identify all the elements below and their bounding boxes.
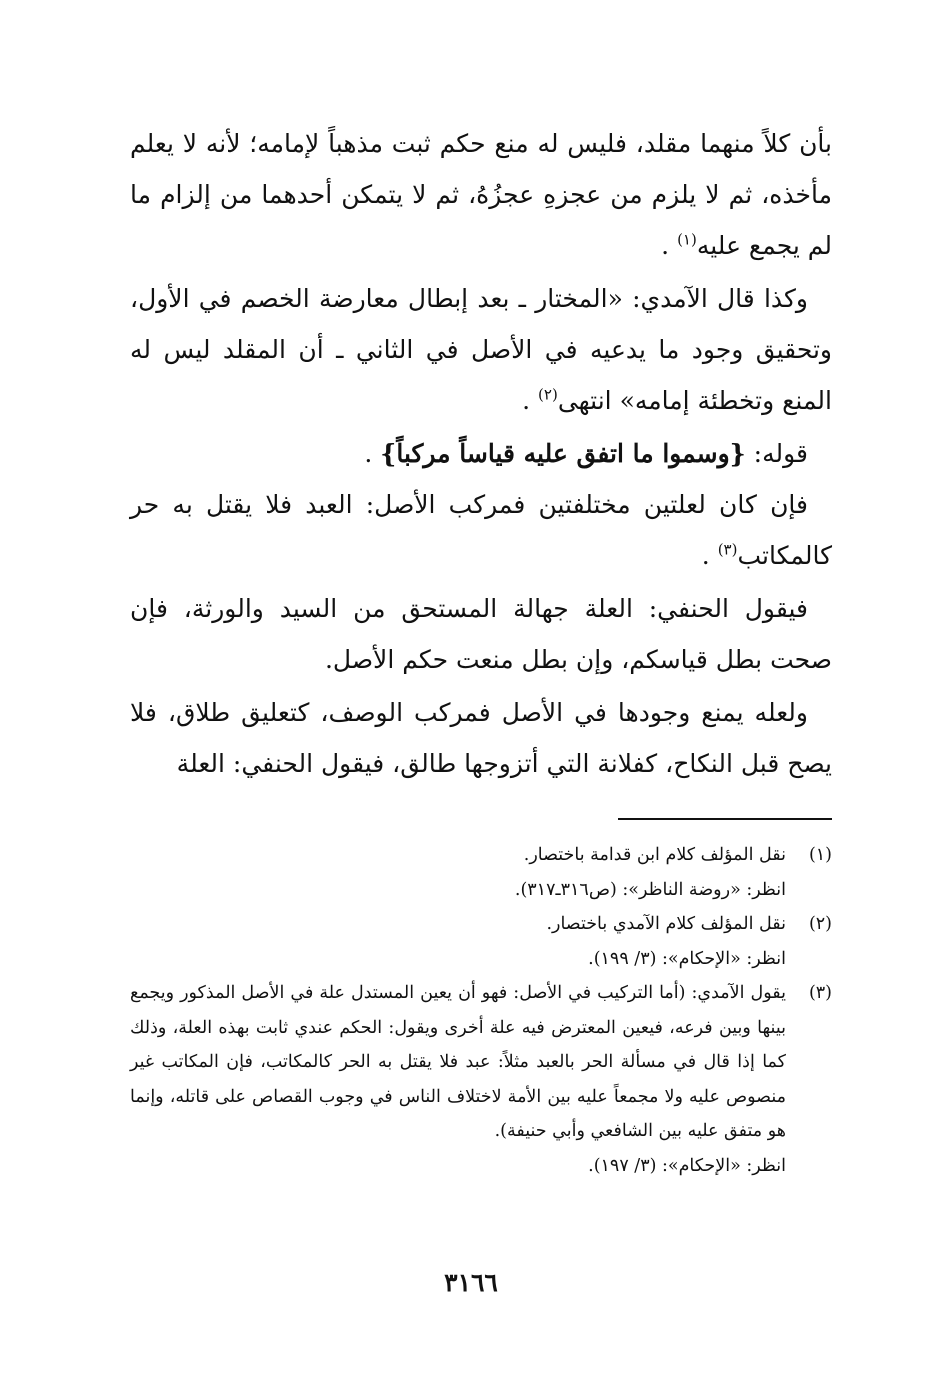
footnote-text: يقول الآمدي: (أما التركيب في الأصل: فهو أن يعين المستدل علة في الأصل المذكور ويجمع بينها وبين فرعه، فيعين المعترض فيه علة أخرى ويقول: الحكم عندي ثابت بهذه العلة، وذلك كما إذا قال في مسألة الحر بالعبد مثلاً: عبد فلا يقتل به الحر كالمكاتب، فإن المكاتب غير منصوص عليه ولا مجمعاً عليه بين الأمة لاختلاف الناس في وجوب القصاص على قاتله، وإنما هو متفق عليه بين الشافعي وأبي حنيفة).	[130, 983, 786, 1141]
footnote-source: انظر: «الإحكام»: (٣/ ١٩٧).	[588, 1155, 786, 1176]
paragraph-6: ولعله يمنع وجودها في الأصل فمركب الوصف، كتعليق طلاق، فلا يصح قبل النكاح، كفلانة التي أتزوجها طالق، فيقول الحنفي: العلة	[130, 698, 832, 778]
footnotes	[130, 838, 832, 1183]
footnote-number: (٢)	[808, 914, 832, 934]
paragraph-5: فيقول الحنفي: العلة جهالة المستحق من السيد والورثة، فإن صحت بطل قياسكم، وإن بطل منعت حكم الأصل.	[130, 594, 832, 674]
footnote-2	[130, 907, 832, 976]
footnote-ref-2[interactable]: (٢)	[538, 385, 558, 404]
footnote-number: (١)	[808, 845, 832, 865]
paragraph-1: بأن كلاً منهما مقلد، فليس له منع حكم ثبت مذهباً لإمامه؛ لأنه لا يعلم مأخذه، ثم لا يلزم من عجزهِ عجزُهُ، ثم لا يتمكن أحدهما من إلزام ما لم يجمع عليه$^{(١)}$ .	[130, 129, 832, 260]
footnote-text: نقل المؤلف كلام الآمدي باختصار.	[546, 914, 786, 934]
footnote-divider	[618, 818, 832, 820]
footnote-ref-3[interactable]: (٣)	[717, 540, 738, 559]
quoted-matn: {وسموا ما اتفق عليه قياساً مركباً}	[380, 439, 746, 468]
footnote-ref-1[interactable]: (١)	[677, 230, 697, 249]
footnote-source: انظر: «الإحكام»: (٣/ ١٩٩).	[588, 948, 786, 969]
footnote-1	[130, 838, 832, 907]
paragraph-2: وكذا قال الآمدي: «المختار ـ بعد إبطال معارضة الخصم في الأول، وتحقيق وجود ما يدعيه في الأصل في الثاني ـ أن المقلد ليس له المنع وتخطئة إمامه» انتهى$^{(٢)}$ .	[130, 284, 832, 415]
footnote-text: نقل المؤلف كلام ابن قدامة باختصار.	[523, 845, 786, 865]
paragraph-4: فإن كان لعلتين مختلفتين فمركب الأصل: العبد فلا يقتل به حر كالمكاتب$^{(٣)}$ .	[130, 490, 832, 570]
main-text	[130, 118, 832, 789]
footnote-3	[130, 976, 832, 1183]
footnote-source: انظر: «روضة الناظر»: (ص٣١٦ـ٣١٧).	[514, 879, 786, 900]
paragraph-3: قوله: {وسموا ما اتفق عليه قياساً مركباً} .	[364, 439, 808, 468]
page-number: ٣١٦٦	[444, 1268, 498, 1297]
footnote-number: (٣)	[808, 983, 832, 1003]
